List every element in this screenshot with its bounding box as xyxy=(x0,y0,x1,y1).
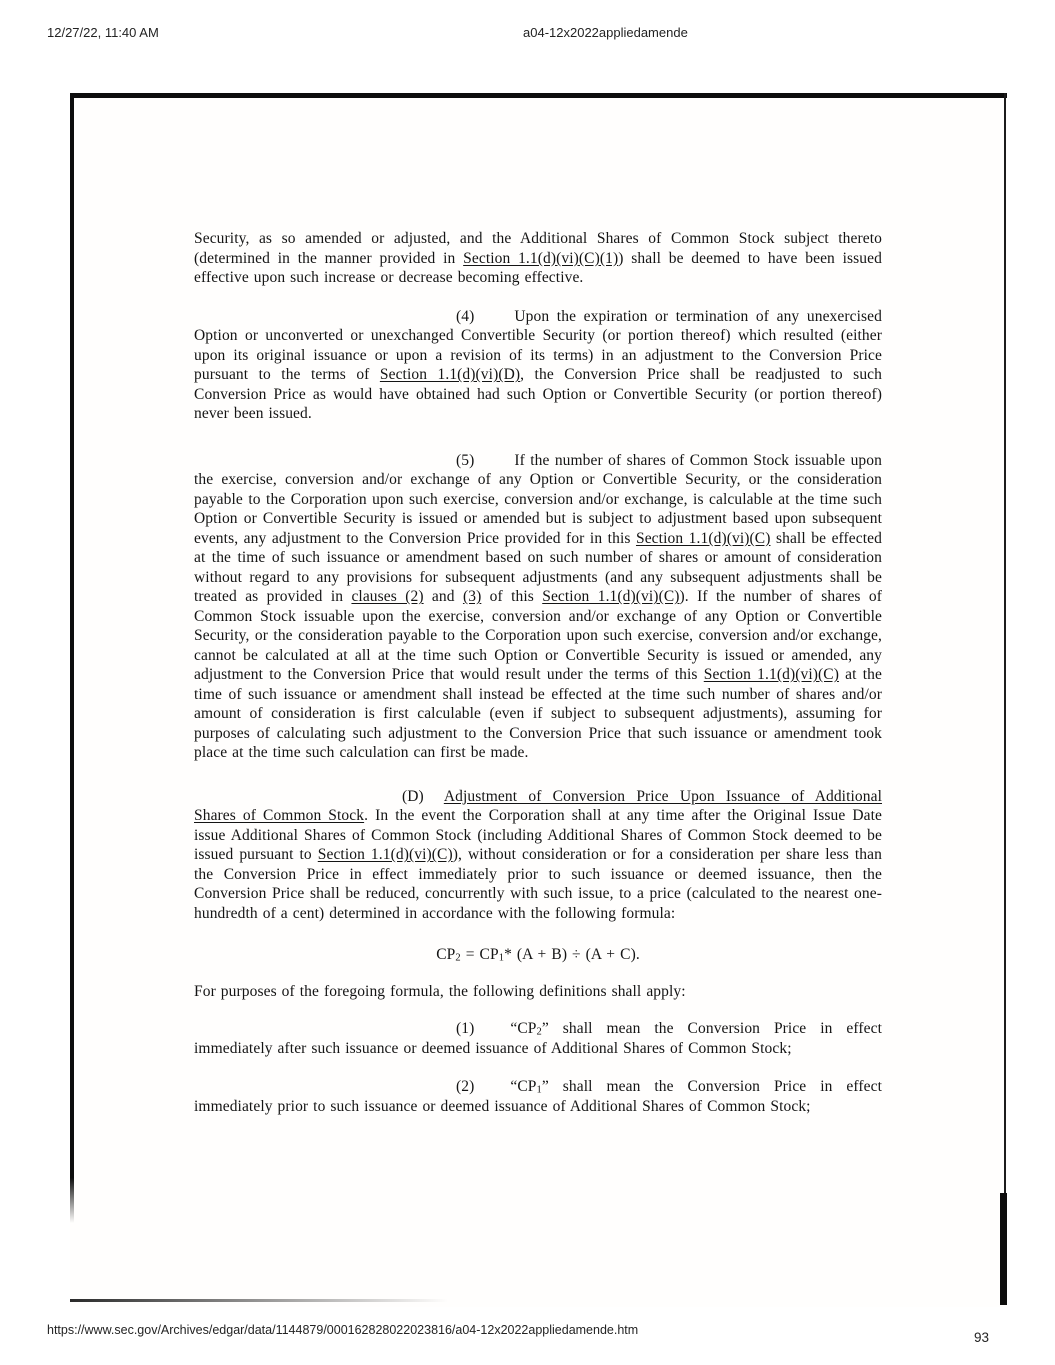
section-d-paragraph: (D) Adjustment of Conversion Price Upon Issuance of Additional Shares of Common Stock. In the event the Corporation shall at any time after the Original Issue Date issue Additional Shares of Common Stock (including Additional Shares of Common Stock deemed to be issued pursuant to Section 1.1(d)(vi)(C)), without consideration or for a consideration per share less than the Conversion Price in effect immediately prior to such issuance or deemed issuance, then the Conversion Price shall be reduced, concurrently with such issue, to a price (calculated to the nearest one-hundredth of a cent) determined in accordance with the following formula: xyxy=(194,787,882,922)
page-border-right xyxy=(1004,93,1006,1305)
section-reference: clauses (2) xyxy=(351,588,424,605)
tab-gap xyxy=(474,1090,510,1091)
scanned-document-page xyxy=(70,93,1007,1307)
document-text-column xyxy=(194,229,882,1116)
page-border-bottom-artifact xyxy=(70,1299,448,1302)
section-reference: Section 1.1(d)(vi)(C) xyxy=(703,666,839,683)
clause-5-paragraph: (5) If the number of shares of Common Stock issuable upon the exercise, conversion and/or exchange of any Option or Convertible Security, or the consideration payable to the Corporation upon such exercise, conversion and/or exchange, is calculable at the time such Option or Convertible Security is issued or amended but is subject to adjustment based upon subsequent events, any adjustment to the Conversion Price provided for in this Section 1.1(d)(vi)(C) shall be effected at the time of such issuance or amendment based on such number of shares or amount of consideration without regard to any provisions for subsequent adjustments (and any subsequent adjustments shall be treated as provided in clauses (2) and (3) of this Section 1.1(d)(vi)(C)). If the number of shares of Common Stock issuable upon the exercise, conversion and/or exchange of any Option or Convertible Security, or the consideration payable to the Corporation upon such exercise, conversion and/or exchange, cannot be calculated at all at the time such Option or Convertible Security is issued or amended, any adjustment to the Conversion Price that would result under the terms of this Section 1.1(d)(vi)(C) at the time of such issuance or amendment shall instead be effected at the time such number of shares and/or amount of consideration is first calculable (even if subject to subsequent adjustments), assuming for purposes of calculating such adjustment to the Conversion Price that such issuance or amendment took place at the time such calculation can first be made. xyxy=(194,451,882,761)
print-header-datetime: 12/27/22, 11:40 AM xyxy=(47,25,159,40)
tab-gap xyxy=(474,464,514,465)
section-reference: Section 1.1(d)(vi)(C) xyxy=(635,529,771,547)
page-border-left xyxy=(70,93,74,1223)
tab-gap xyxy=(474,320,514,321)
definition-2-paragraph: (2) “$CP_1$” shall mean the Conversion Price in effect immediately prior to such issuance or deemed issuance of Additional Shares of Common Stock; xyxy=(194,1078,882,1115)
page-number: 93 xyxy=(974,1330,990,1345)
section-reference: Adjustment of Conversion Price Upon Issuance of Additional Shares of Common Stock xyxy=(194,787,882,824)
print-header-doc-title: a04-12x2022appliedamende xyxy=(523,25,688,40)
paragraph-continuation: Security, as so amended or adjusted, and the Additional Shares of Common Stock subject thereto (determined in the manner provided in Section 1.1(d)(vi)(C)(1)) shall be deemed to have been issued effective upon such increase or decrease becoming effective. xyxy=(194,230,882,286)
section-reference: Section 1.1(d)(vi)(D) xyxy=(379,366,521,383)
conversion-price-formula: $CP_2 = CP_1*$ (A + B) ÷ (A + C). xyxy=(436,946,640,964)
definition-1-paragraph: (1) “$CP_2$” shall mean the Conversion Price in effect immediately after such issuance or deemed issuance of Additional Shares of Common Stock; xyxy=(194,1020,882,1057)
section-reference: Section 1.1(d)(vi)(C)(1) xyxy=(463,249,619,267)
section-reference: (3) xyxy=(462,588,482,605)
clause-4-paragraph: (4) Upon the expiration or termination of any unexercised Option or unconverted or unexchanged Convertible Security (or portion thereof) which resulted (either upon its original issuance or upon a revision of its terms) in an adjustment to the Conversion Price pursuant to the terms of Section 1.1(d)(vi)(D), the Conversion Price shall be readjusted to such Conversion Price as would have obtained had such Option or Convertible Security (or portion thereof) never been issued. xyxy=(194,307,882,422)
definitions-intro-paragraph: For purposes of the foregoing formula, the following definitions shall apply: xyxy=(194,982,686,1000)
tab-gap xyxy=(474,1032,510,1033)
page-border-right-artifact xyxy=(1000,1193,1007,1305)
page-border-top xyxy=(70,93,1007,98)
tab-gap xyxy=(424,800,444,801)
section-reference: Section 1.1(d)(vi)(C) xyxy=(542,588,680,605)
section-reference: Section 1.1(d)(vi)(C) xyxy=(317,846,453,863)
print-footer-url: https://www.sec.gov/Archives/edgar/data/1144879/000162828022023816/a04-12x2022appliedamende.htm xyxy=(47,1323,639,1337)
